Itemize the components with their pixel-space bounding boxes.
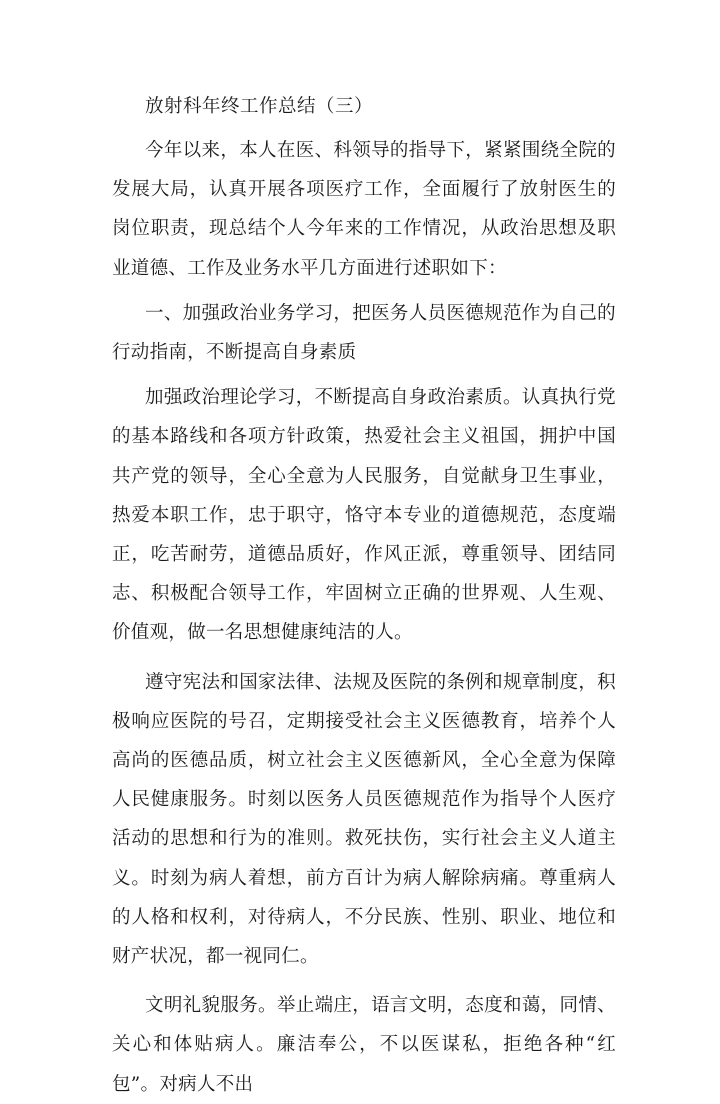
document-page (112, 88, 616, 1104)
paragraph-intro: 今年以来，本人在医、科领导的指导下，紧紧围绕全院的发展大局，认真开展各项医疗工作，全面履行了放射医生的岗位职责，现总结个人今年来的工作情况，从政治思想及职业道德、工作及业务水平几方面进行述职如下： (112, 140, 616, 279)
paragraph-political-study: 加强政治理论学习，不断提高自身政治素质。认真执行党的基本路线和各项方针政策，热爱社会主义祖国，拥护中国共产党的领导，全心全意为人民服务，自觉献身卫生事业，热爱本职工作，忠于职守，恪守本专业的道德规范，态度端正，吃苦耐劳，道德品质好，作风正派，尊重领导、团结同志、积极配合领导工作，牢固树立正确的世界观、人生观、价值观，做一名思想健康纯洁的人。 (112, 387, 616, 644)
spacer (112, 653, 616, 663)
spacer (112, 976, 616, 986)
section-heading-1: 一、加强政治业务学习，把医务人员医德规范作为自己的行动指南，不断提高自身素质 (112, 302, 616, 364)
paragraph-civil-service: 文明礼貌服务。举止端庄，语言文明，态度和蔼，同情、关心和体贴病人。廉洁奉公，不以医谋私，拒绝各种“红包”。对病人不出 (112, 995, 616, 1095)
paragraph-law-compliance: 遵守宪法和国家法律、法规及医院的条例和规章制度，积极响应医院的号召，定期接受社会主义医德教育，培养个人高尚的医德品质，树立社会主义医德新风，全心全意为保障人民健康服务。时刻以医务人员医德规范作为指导个人医疗活动的思想和行为的准则。救死扶伤，实行社会主义人道主义。时刻为病人着想，前方百计为病人解除病痛。尊重病人的人格和权利，对待病人，不分民族、性别、职业、地位和财产状况，都一视同仁。 (112, 671, 616, 968)
document-title: 放射科年终工作总结（三） (145, 96, 374, 117)
